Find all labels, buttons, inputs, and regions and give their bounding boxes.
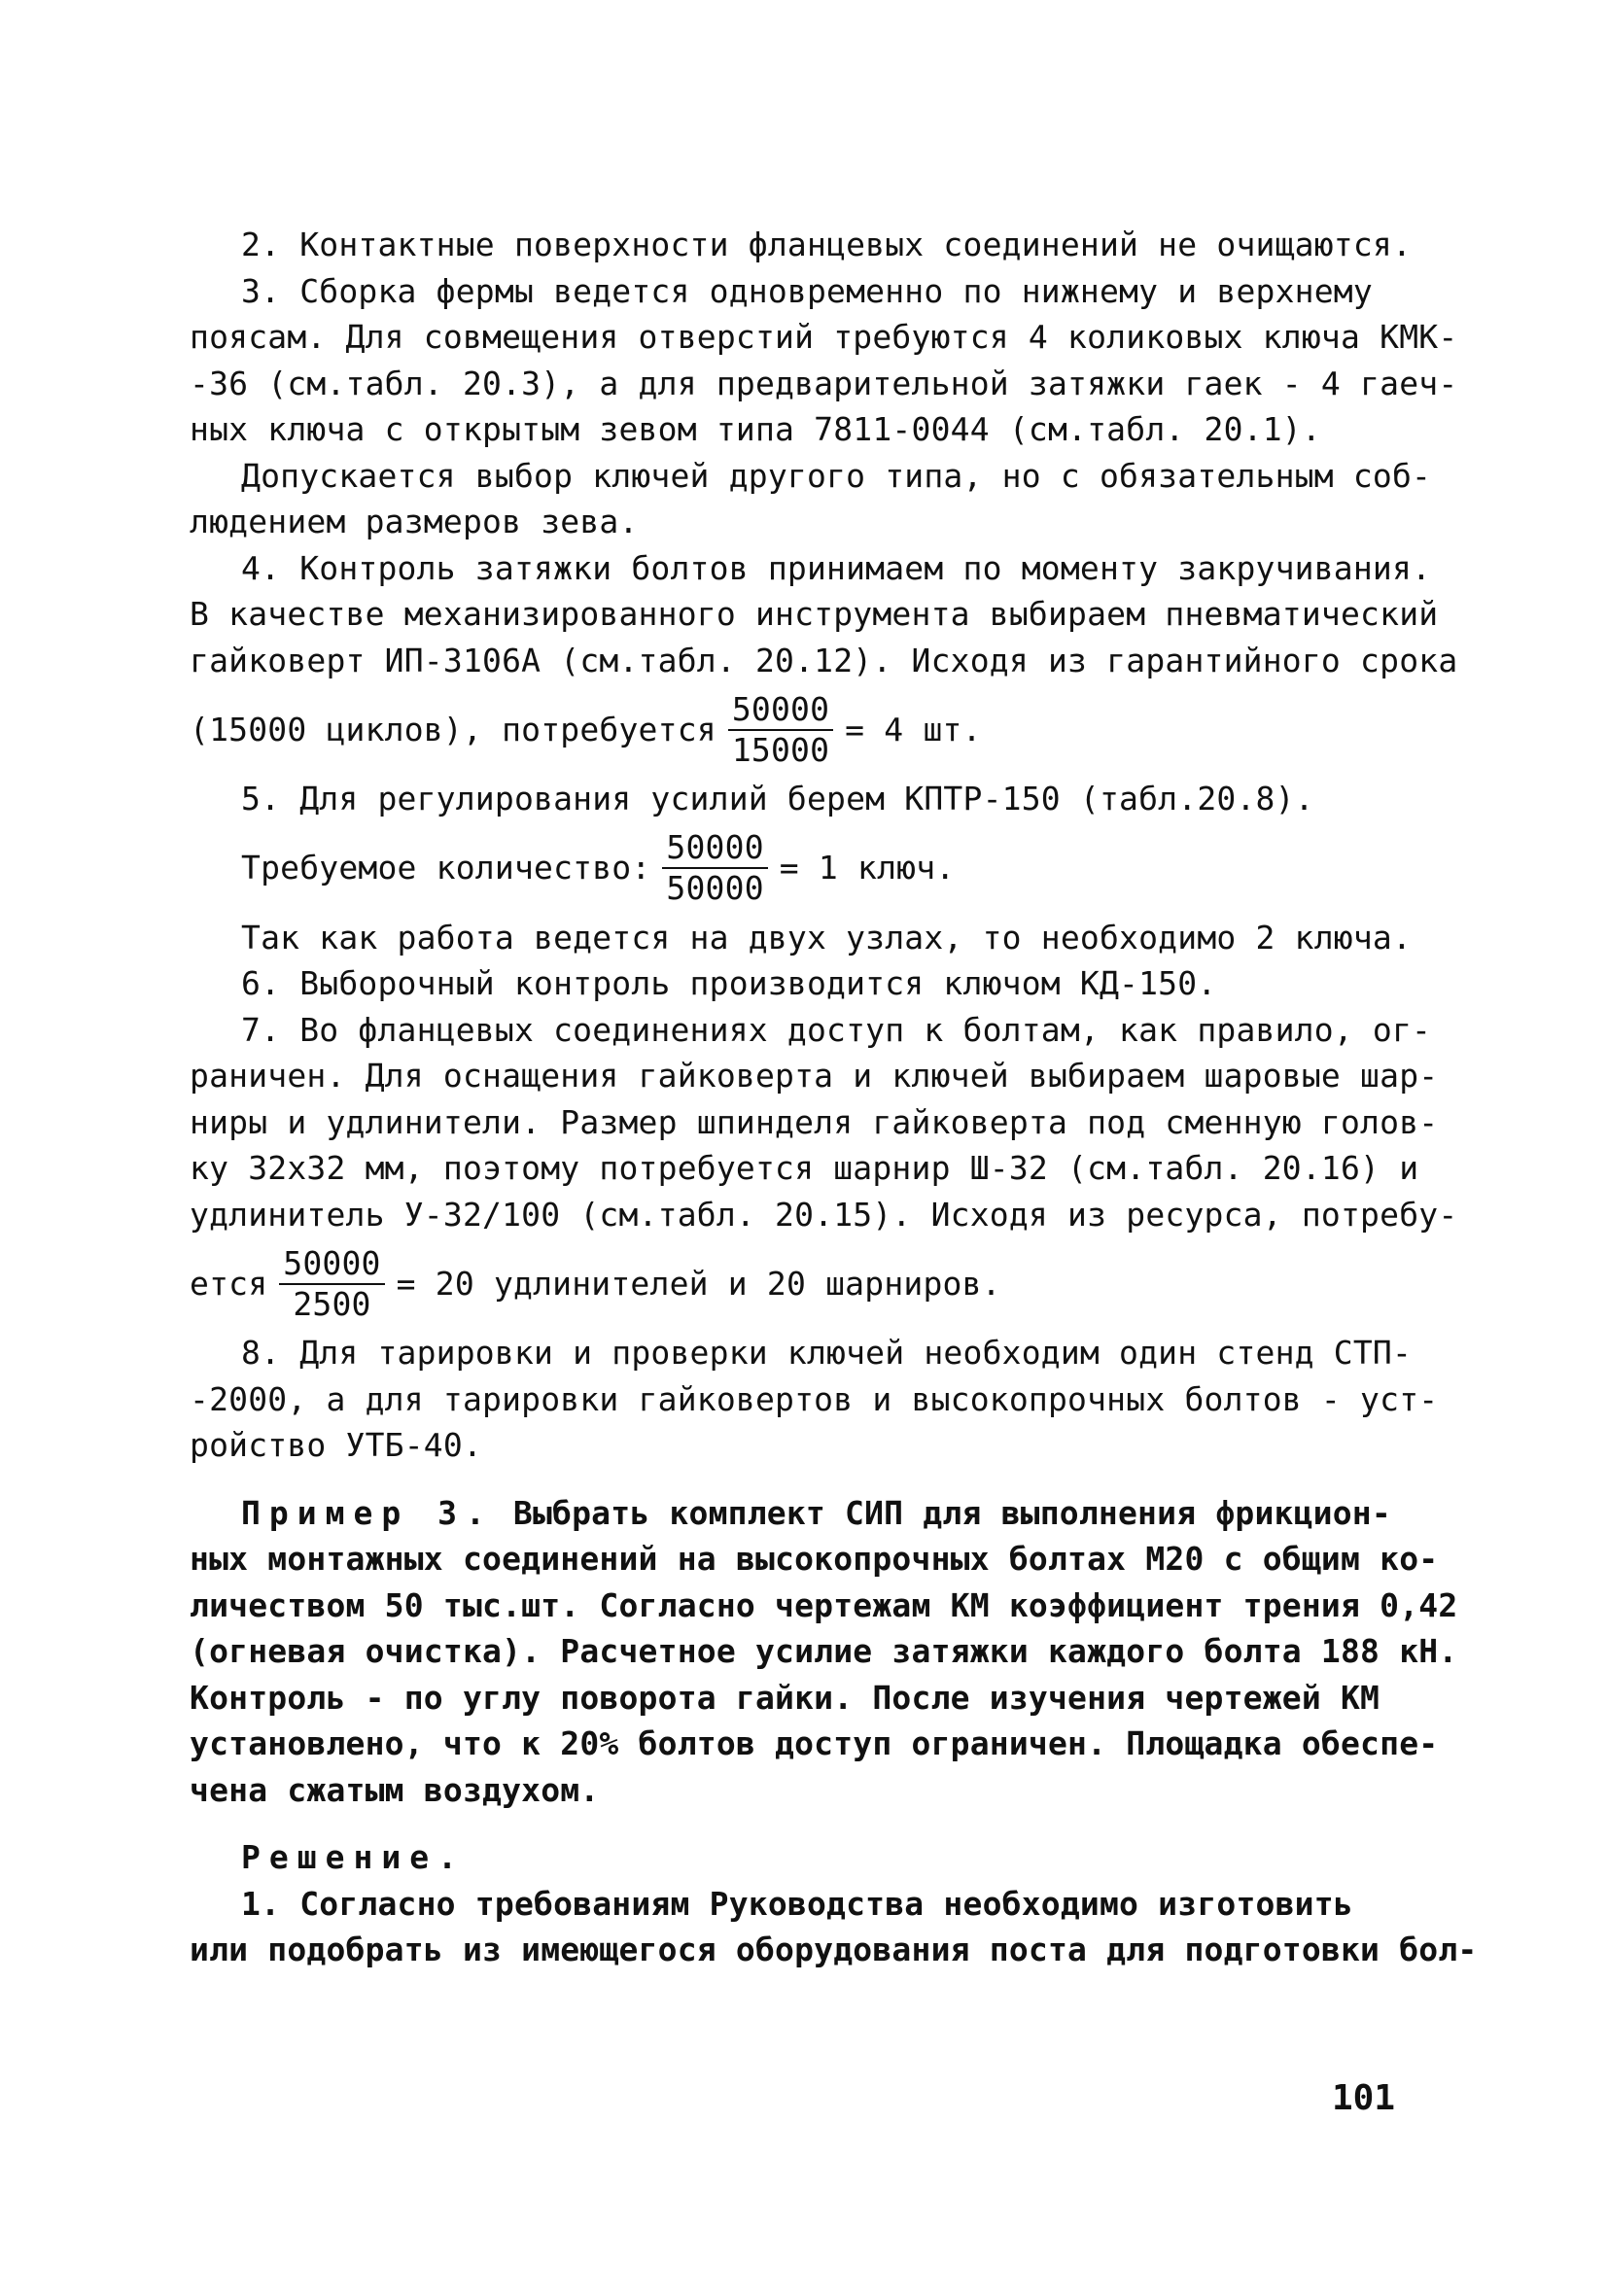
fraction [662,828,767,908]
paragraph-gap [190,1813,1473,1834]
text-line: 7. Во фланцевых соединениях доступ к болтам, как правило, ог- [241,1010,1432,1049]
text-line: 1. Согласно требованиям Руководства необходимо изготовить [241,1884,1353,1923]
text-line: -36 (см.табл. 20.3), а для предварительной затяжки гаек - 4 гаеч- [190,364,1458,402]
paragraph-gap [190,1469,1473,1490]
text-line: раничен. Для оснащения гайковерта и ключей выбираем шаровые шар- [190,1057,1439,1095]
text-line: удлинитель У-32/100 (см.табл. 20.15). Исходя из ресурса, потребу- [190,1195,1458,1234]
text-line: ниры и удлинители. Размер шпинделя гайковерта под сменную голов- [190,1102,1439,1141]
text-line: ку 32х32 мм, поэтому потребуется шарнир Ш-32 (см.табл. 20.16) и [190,1149,1419,1187]
section-heading: Решение. [241,1838,466,1876]
formula-prefix: (15000 циклов), потребуется [190,710,716,748]
example-text: Выбрать комплект СИП для выполнения фрикцион- [512,1493,1391,1532]
fraction-denominator: 2500 [293,1284,371,1323]
text-line: чена сжатым воздухом. [190,1770,600,1809]
page-number: 101 [1332,2078,1396,2118]
fraction-denominator: 50000 [666,869,764,907]
formula-line [190,822,1473,915]
text-line: гайковерт ИП-3106А (см.табл. 20.12). Исходя из гарантийного срока [190,641,1458,679]
fraction-numerator: 50000 [279,1244,384,1285]
body-text [190,222,1478,1973]
text-line: установлено, что к 20% болтов доступ ограничен. Площадка обеспе- [190,1724,1439,1762]
text-line: поясам. Для совмещения отверстий требуются 4 коликовых ключа КМК- [190,318,1458,356]
text-line: (огневая очистка). Расчетное усилие затяжки каждого болта 188 кН. [190,1632,1458,1670]
example-heading-line [190,1490,1473,1537]
formula-line [190,683,1473,776]
fraction [728,690,833,770]
text-line: 8. Для тарировки и проверки ключей необходим один стенд СТП- [241,1334,1413,1372]
text-line: Контроль - по углу поворота гайки. После изучения чертежей КМ [190,1678,1380,1717]
formula-prefix: Требуемое количество: [241,849,651,887]
fraction-numerator: 50000 [728,690,833,731]
text-line: В качестве механизированного инструмента выбираем пневматический [190,595,1439,633]
text-line: 5. Для регулирования усилий берем КПТР-150 (табл.20.8). [241,780,1314,818]
formula-prefix: ется [190,1264,268,1303]
text-line: ройство УТБ-40. [190,1426,483,1464]
formula-line [190,1237,1473,1330]
text-line: Так как работа ведется на двух узлах, то необходимо 2 ключа. [241,918,1413,957]
formula-result: = 4 шт. [845,710,982,748]
example-label: Пример 3. [241,1493,494,1532]
text-line: людением размеров зева. [190,503,639,540]
formula-result: = 1 ключ. [779,849,956,887]
text-line: или подобрать из имеющегося оборудования поста для подготовки бол- [190,1931,1478,1968]
fraction [279,1244,384,1324]
text-line: 2. Контактные поверхности фланцевых соединений не очищаются. [241,226,1413,263]
fraction-denominator: 15000 [731,730,830,769]
text-line: 4. Контроль затяжки болтов принимаем по моменту закручивания. [241,548,1432,587]
text-line: ных ключа с открытым зевом типа 7811-0044 (см.табл. 20.1). [190,410,1321,448]
text-line: Допускается выбор ключей другого типа, но с обязательным соб- [241,456,1432,495]
text-line: 3. Сборка фермы ведется одновременно по нижнему и верхнему [241,271,1373,310]
text-line: -2000, а для тарировки гайковертов и высокопрочных болтов - уст- [190,1379,1439,1418]
text-line: ных монтажных соединений на высокопрочных болтах М20 с общим ко- [190,1540,1439,1578]
text-line: 6. Выборочный контроль производится ключом КД-150. [241,964,1217,1002]
formula-result: = 20 удлинителей и 20 шарниров. [396,1264,1001,1303]
fraction-numerator: 50000 [662,828,767,869]
text-line: личеством 50 тыс.шт. Согласно чертежам КМ коэффициент трения 0,42 [190,1585,1458,1624]
